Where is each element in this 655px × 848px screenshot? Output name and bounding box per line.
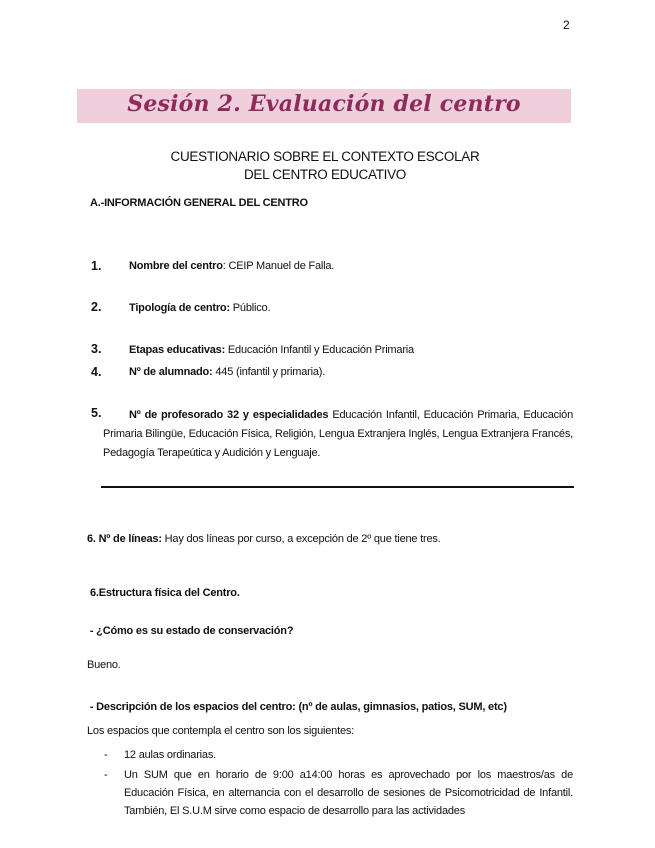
conservacion-question: - ¿Cómo es su estado de conservación?	[87, 625, 294, 637]
item-value: : CEIP Manuel de Falla.	[222, 260, 335, 272]
lineas-line	[87, 533, 441, 545]
item-number: 4.	[91, 365, 102, 379]
horizontal-rule	[101, 486, 574, 488]
list-dash: -	[104, 769, 108, 781]
item-value: 445 (infantil y primaria).	[212, 366, 326, 378]
item-paragraph	[103, 406, 573, 463]
item-label: Nº de profesorado 32 y especialidades	[129, 409, 329, 421]
item-text	[129, 366, 325, 378]
session-title: Sesión 2. Evaluación del centro	[127, 91, 521, 117]
estructura-heading: 6.Estructura física del Centro.	[90, 587, 240, 599]
item-value: Público.	[229, 302, 271, 314]
item-value: Educación Infantil y Educación Primaria	[225, 344, 414, 356]
item-text	[129, 260, 334, 272]
list-item-text: 12 aulas ordinarias.	[124, 749, 217, 761]
item-number: 5.	[91, 406, 102, 420]
list-item-text: Un SUM que en horario de 9:00 a14:00 horas es aprovechado por los maestros/as de Educación Física, en alternancia con el desarrollo de sesiones de Psicomotricidad de Infantil. También, El S.U.M sirve como espacio de desarrollo para las actividades	[124, 769, 573, 817]
questionnaire-title-line2: DEL CENTRO EDUCATIVO	[243, 167, 407, 182]
lineas-value: Hay dos líneas por curso, a excepción de 2º que tiene tres.	[161, 533, 441, 545]
espacios-intro: Los espacios que contempla el centro son los siguientes:	[87, 725, 355, 737]
item-number: 1.	[91, 259, 102, 273]
item-label: Nº de alumnado:	[129, 366, 213, 378]
item-label: Etapas educativas:	[129, 344, 226, 356]
session-banner	[77, 89, 571, 123]
conservacion-answer: Bueno.	[87, 659, 121, 671]
item-label: Tipología de centro:	[129, 302, 230, 314]
espacios-question: - Descripción de los espacios del centro: (nº de aulas, gimnasios, patios, SUM, etc)	[87, 701, 507, 713]
list-dash: -	[104, 749, 108, 761]
page-number: 2	[563, 18, 570, 32]
item-number: 2.	[91, 300, 102, 314]
questionnaire-title-line1: CUESTIONARIO SOBRE EL CONTEXTO ESCOLAR	[170, 149, 480, 164]
section-a-heading: A.-INFORMACIÓN GENERAL DEL CENTRO	[90, 197, 308, 209]
item-text	[129, 302, 270, 314]
item-text	[129, 344, 414, 356]
item-value: Educación Infantil, Educación Primaria, Educación Primaria Bilingüe, Educación Física, Religión, Lengua Extranjera Inglés, Lengua Extranjera Francés, Pedagogía Terapeútica y Audición y Lenguaje.	[103, 409, 573, 459]
item-number: 3.	[91, 342, 102, 356]
item-label: Nombre del centro	[129, 260, 223, 272]
lineas-label: 6. Nº de líneas:	[87, 533, 162, 545]
